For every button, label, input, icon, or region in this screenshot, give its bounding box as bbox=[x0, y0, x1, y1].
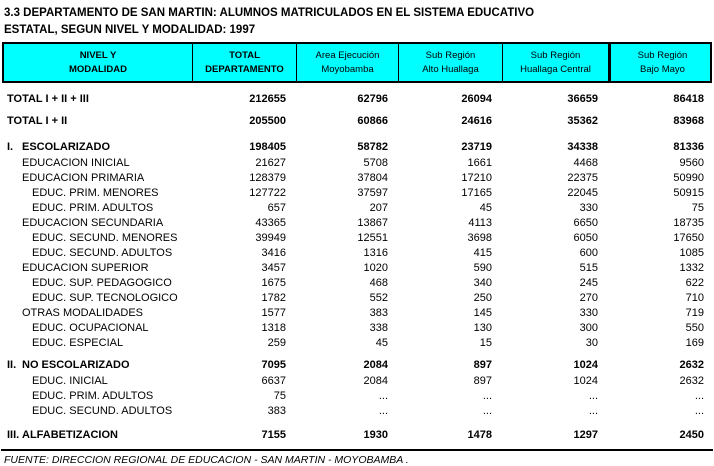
value-cell: 1332 bbox=[679, 261, 704, 274]
column-header-line1: Sub Región bbox=[425, 49, 476, 61]
value-cell: 34338 bbox=[567, 141, 598, 153]
value-cell: ... bbox=[694, 404, 704, 417]
row-label: ESCOLARIZADO bbox=[22, 141, 110, 153]
table-row bbox=[2, 403, 712, 418]
row-label: EDUC. SECUND. ADULTOS bbox=[32, 246, 173, 259]
value-cell: 330 bbox=[579, 201, 598, 214]
row-label: EDUC. SUP. TECNOLOGICO bbox=[32, 291, 178, 304]
row-label-cell bbox=[2, 405, 192, 417]
value-cell: 50990 bbox=[673, 171, 704, 184]
value-cell: 6050 bbox=[573, 231, 598, 244]
value-cell: 37804 bbox=[357, 171, 388, 184]
value-cell: 75 bbox=[273, 389, 286, 402]
value-cell: 36659 bbox=[567, 93, 598, 105]
row-label-cell bbox=[2, 277, 192, 289]
row-label: ALFABETIZACION bbox=[22, 429, 118, 441]
value-cell: 22375 bbox=[567, 171, 598, 184]
value-cell: 1316 bbox=[363, 246, 388, 259]
column-header-5 bbox=[608, 44, 714, 81]
table-row bbox=[2, 427, 712, 443]
row-label: EDUC. SECUND. MENORES bbox=[32, 231, 178, 244]
value-cell: 657 bbox=[267, 201, 286, 214]
value-cell: 12551 bbox=[357, 231, 388, 244]
value-cell: 86418 bbox=[673, 93, 704, 105]
value-cell: 1020 bbox=[363, 261, 388, 274]
value-cell: 83968 bbox=[673, 115, 704, 127]
value-cell: 58782 bbox=[357, 141, 388, 153]
value-cell: 30 bbox=[585, 336, 598, 349]
title-block bbox=[0, 0, 714, 39]
value-cell: 1318 bbox=[261, 321, 286, 334]
value-cell: 1661 bbox=[467, 156, 492, 169]
column-header-line1: Area Ejecución bbox=[315, 49, 380, 61]
value-cell: ... bbox=[482, 404, 492, 417]
row-label-cell bbox=[2, 390, 192, 402]
column-header-line1: NIVEL Y bbox=[79, 49, 117, 61]
value-cell: 1297 bbox=[573, 429, 598, 441]
row-label: EDUCACION PRIMARIA bbox=[22, 171, 145, 184]
value-cell: 17650 bbox=[673, 231, 704, 244]
table-row bbox=[2, 335, 712, 350]
value-cell: 127722 bbox=[249, 186, 286, 199]
value-cell: 169 bbox=[685, 336, 704, 349]
value-cell: 245 bbox=[579, 276, 598, 289]
value-cell: 1024 bbox=[573, 374, 598, 387]
value-cell: 3457 bbox=[261, 261, 286, 274]
value-cell: ... bbox=[694, 389, 704, 402]
value-cell: 300 bbox=[579, 321, 598, 334]
value-cell: 590 bbox=[473, 261, 492, 274]
value-cell: 340 bbox=[473, 276, 492, 289]
table-row bbox=[2, 215, 712, 230]
row-label-cell bbox=[2, 157, 192, 169]
row-label-cell bbox=[2, 307, 192, 319]
table-row bbox=[2, 170, 712, 185]
row-label-cell bbox=[2, 429, 192, 441]
value-cell: 2084 bbox=[363, 374, 388, 387]
table-row bbox=[2, 305, 712, 320]
value-cell: 37597 bbox=[357, 186, 388, 199]
value-cell: 198405 bbox=[249, 141, 286, 153]
value-cell: 622 bbox=[685, 276, 704, 289]
value-cell: 13867 bbox=[357, 216, 388, 229]
table-row bbox=[2, 88, 712, 110]
row-label-cell bbox=[2, 172, 192, 184]
value-cell: 50915 bbox=[673, 186, 704, 199]
value-cell: 415 bbox=[473, 246, 492, 259]
column-header-1 bbox=[192, 44, 296, 81]
table-row bbox=[2, 230, 712, 245]
table-row bbox=[2, 357, 712, 373]
table-row bbox=[2, 200, 712, 215]
value-cell: 21627 bbox=[255, 156, 286, 169]
row-label: EDUC. PRIM. ADULTOS bbox=[32, 201, 154, 214]
value-cell: 7155 bbox=[261, 429, 286, 441]
value-cell: 130 bbox=[473, 321, 492, 334]
value-cell: 330 bbox=[579, 306, 598, 319]
value-cell: 39949 bbox=[255, 231, 286, 244]
value-cell: 710 bbox=[685, 291, 704, 304]
row-label-cell bbox=[2, 141, 192, 153]
value-cell: 383 bbox=[369, 306, 388, 319]
row-label: EDUC. SECUND. ADULTOS bbox=[32, 404, 173, 417]
row-roman-prefix: I. bbox=[7, 141, 14, 153]
column-header-2 bbox=[296, 44, 398, 81]
value-cell: 550 bbox=[685, 321, 704, 334]
table-row bbox=[2, 110, 712, 132]
value-cell: 7095 bbox=[261, 359, 286, 371]
value-cell: 1478 bbox=[467, 429, 492, 441]
table-row bbox=[2, 260, 712, 275]
row-label: EDUC. ESPECIAL bbox=[32, 336, 124, 349]
value-cell: 1024 bbox=[573, 359, 598, 371]
row-label-cell bbox=[2, 292, 192, 304]
value-cell: 1782 bbox=[261, 291, 286, 304]
value-cell: 45 bbox=[375, 336, 388, 349]
value-cell: 43365 bbox=[255, 216, 286, 229]
value-cell: 4113 bbox=[468, 216, 492, 229]
value-cell: 270 bbox=[579, 291, 598, 304]
column-header-line2: Alto Huallaga bbox=[422, 64, 479, 76]
row-label-cell bbox=[2, 337, 192, 349]
source-note: FUENTE: DIRECCION REGIONAL DE EDUCACION - SAN MARTIN - MOYOBAMBA . bbox=[4, 454, 409, 466]
column-header-3 bbox=[398, 44, 502, 81]
value-cell: 17210 bbox=[461, 171, 492, 184]
value-cell: 6650 bbox=[573, 216, 598, 229]
column-header-4 bbox=[502, 44, 608, 81]
row-label: TOTAL I + II bbox=[7, 115, 68, 127]
row-label-cell bbox=[2, 232, 192, 244]
row-roman-prefix: II. bbox=[7, 359, 17, 371]
row-label: TOTAL I + II + III bbox=[7, 93, 89, 105]
row-label: EDUC. PRIM. MENORES bbox=[32, 186, 159, 199]
row-label: NO ESCOLARIZADO bbox=[22, 359, 130, 371]
row-label-cell bbox=[2, 115, 192, 127]
value-cell: 2632 bbox=[679, 359, 704, 371]
row-label-cell bbox=[2, 262, 192, 274]
table-row bbox=[2, 245, 712, 260]
value-cell: 897 bbox=[473, 359, 492, 371]
value-cell: 62796 bbox=[357, 93, 388, 105]
row-label: EDUC. INICIAL bbox=[32, 374, 108, 387]
value-cell: 205500 bbox=[249, 115, 286, 127]
table-row bbox=[2, 155, 712, 170]
value-cell: 60866 bbox=[357, 115, 388, 127]
value-cell: 2450 bbox=[679, 429, 704, 441]
value-cell: 6637 bbox=[261, 374, 286, 387]
value-cell: 1675 bbox=[261, 276, 286, 289]
value-cell: 145 bbox=[473, 306, 492, 319]
value-cell: 2632 bbox=[679, 374, 704, 387]
table-row bbox=[2, 320, 712, 335]
row-label-cell bbox=[2, 359, 192, 371]
page-title-line-2: ESTATAL, SEGUN NIVEL Y MODALIDAD: 1997 bbox=[4, 24, 256, 36]
value-cell: 5708 bbox=[363, 156, 388, 169]
column-header-line2: DEPARTAMENTO bbox=[205, 64, 284, 76]
column-header-line1: Sub Región bbox=[530, 49, 581, 61]
value-cell: 259 bbox=[267, 336, 286, 349]
row-label-cell bbox=[2, 217, 192, 229]
value-cell: 515 bbox=[579, 261, 598, 274]
value-cell: 1085 bbox=[679, 246, 704, 259]
value-cell: 212655 bbox=[249, 93, 286, 105]
value-cell: 600 bbox=[579, 246, 598, 259]
column-header-line2: MODALIDAD bbox=[68, 64, 128, 76]
value-cell: 9560 bbox=[679, 156, 704, 169]
row-label-cell bbox=[2, 322, 192, 334]
value-cell: 383 bbox=[267, 404, 286, 417]
table-row bbox=[2, 373, 712, 388]
row-label: EDUCACION SECUNDARIA bbox=[22, 216, 164, 229]
column-header-line1: Sub Región bbox=[637, 49, 688, 61]
value-cell: 250 bbox=[473, 291, 492, 304]
value-cell: 207 bbox=[369, 201, 388, 214]
value-cell: 22045 bbox=[567, 186, 598, 199]
row-label-cell bbox=[2, 247, 192, 259]
value-cell: 468 bbox=[369, 276, 388, 289]
value-cell: ... bbox=[482, 389, 492, 402]
value-cell: 3698 bbox=[467, 231, 492, 244]
table-header-row bbox=[2, 42, 712, 83]
value-cell: 24616 bbox=[461, 115, 492, 127]
column-header-line2: Moyobamba bbox=[321, 64, 374, 76]
value-cell: ... bbox=[588, 389, 598, 402]
table-row bbox=[2, 139, 712, 155]
table-row bbox=[2, 185, 712, 200]
value-cell: 26094 bbox=[461, 93, 492, 105]
value-cell: ... bbox=[378, 389, 388, 402]
value-cell: 75 bbox=[691, 201, 704, 214]
table-row bbox=[2, 290, 712, 305]
value-cell: 719 bbox=[685, 306, 704, 319]
value-cell: 338 bbox=[369, 321, 388, 334]
value-cell: ... bbox=[378, 404, 388, 417]
row-label: EDUCACION INICIAL bbox=[22, 156, 130, 169]
value-cell: 1577 bbox=[261, 306, 286, 319]
value-cell: ... bbox=[588, 404, 598, 417]
value-cell: 1930 bbox=[363, 429, 388, 441]
table-row bbox=[2, 388, 712, 403]
row-label: OTRAS MODALIDADES bbox=[22, 306, 144, 319]
row-label-cell bbox=[2, 93, 192, 105]
value-cell: 128379 bbox=[249, 171, 286, 184]
value-cell: 35362 bbox=[567, 115, 598, 127]
row-label-cell bbox=[2, 187, 192, 199]
row-label: EDUC. PRIM. ADULTOS bbox=[32, 389, 154, 402]
value-cell: 17165 bbox=[461, 186, 492, 199]
value-cell: 45 bbox=[479, 201, 492, 214]
row-label: EDUCACION SUPERIOR bbox=[22, 261, 149, 274]
column-header-line2: Bajo Mayo bbox=[640, 64, 685, 76]
value-cell: 2084 bbox=[363, 359, 388, 371]
value-cell: 897 bbox=[473, 374, 492, 387]
row-label-cell bbox=[2, 202, 192, 214]
row-label: EDUC. SUP. PEDAGOGICO bbox=[32, 276, 172, 289]
value-cell: 4468 bbox=[573, 156, 598, 169]
value-cell: 552 bbox=[369, 291, 388, 304]
table-body bbox=[0, 83, 714, 443]
value-cell: 3416 bbox=[261, 246, 286, 259]
table-row bbox=[2, 275, 712, 290]
column-header-line2: Huallaga Central bbox=[520, 64, 591, 76]
row-label-cell bbox=[2, 375, 192, 387]
value-cell: 23719 bbox=[461, 141, 492, 153]
value-cell: 15 bbox=[479, 336, 492, 349]
column-header-nivel-modalidad bbox=[4, 44, 192, 81]
value-cell: 81336 bbox=[673, 141, 704, 153]
page-title-line-1: 3.3 DEPARTAMENTO DE SAN MARTIN: ALUMNOS MATRICULADOS EN EL SISTEMA EDUCATIVO bbox=[4, 7, 535, 19]
row-roman-prefix: III. bbox=[7, 429, 20, 441]
value-cell: 18735 bbox=[673, 216, 704, 229]
column-header-line1: TOTAL bbox=[229, 49, 260, 61]
row-label: EDUC. OCUPACIONAL bbox=[32, 321, 149, 334]
